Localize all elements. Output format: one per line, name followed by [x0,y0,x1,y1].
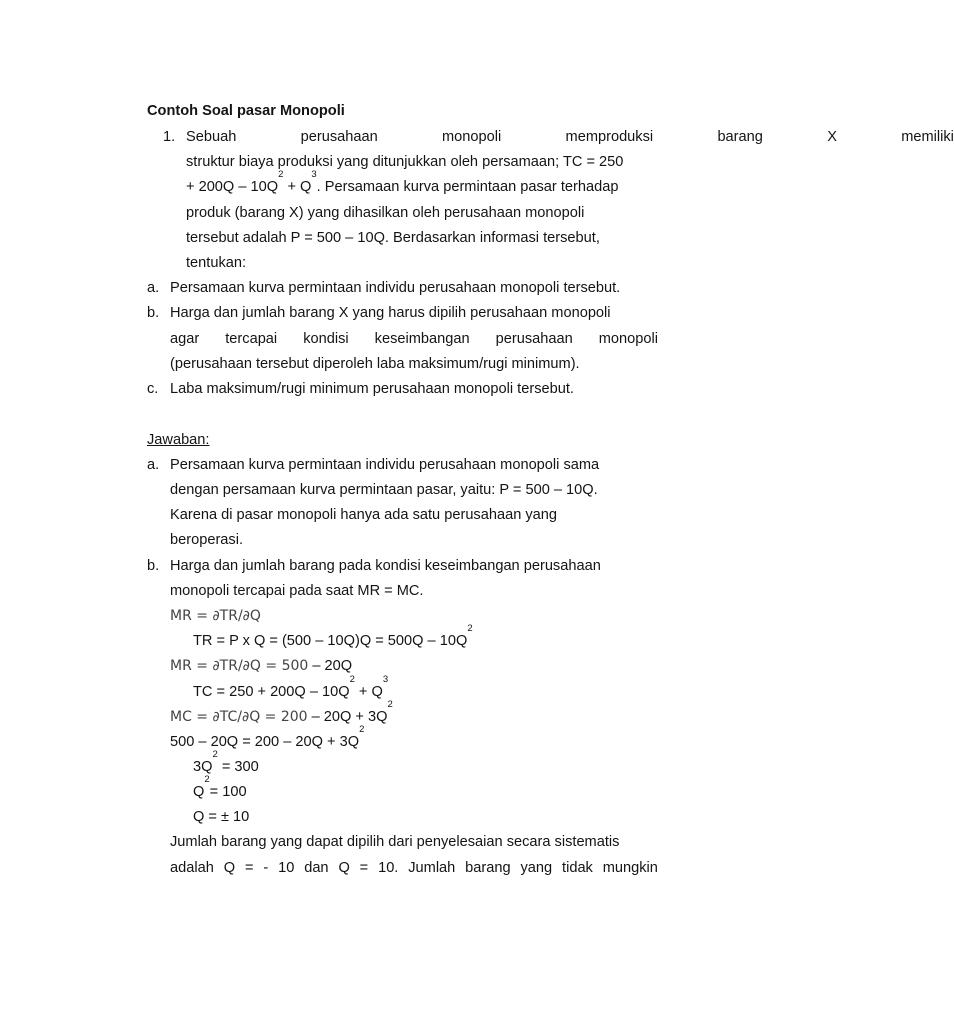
answer-b-marker: b. [147,558,160,574]
question-line-5: tersebut adalah P = 500 – 10Q. Berdasarkan informasi tersebut, [186,230,600,246]
word: barang [717,129,763,145]
word: Q [223,860,236,876]
word: memiliki [901,129,954,145]
equation-3q2-lhs: 3Q [193,759,213,775]
word: 10. [378,860,399,876]
answer-b-line-1: Harga dan jumlah barang pada kondisi keseimbangan perusahaan [170,558,601,574]
word: 10 [278,860,295,876]
answer-a-line-1: Persamaan kurva permintaan individu perusahaan monopoli sama [170,457,600,473]
word: yang [520,860,553,876]
equation-mr-definition: MR = ∂TR/∂Q [170,608,261,624]
question-line-4: produk (barang X) yang dihasilkan oleh perusahaan monopoli [186,205,585,221]
question-line-3-a: + 200Q – 10Q [186,179,279,195]
word: barang [465,860,511,876]
question-line-3-c: . Persamaan kurva permintaan pasar terhadap [316,179,619,195]
item-a-text: Persamaan kurva permintaan individu perusahaan monopoli tersebut. [170,280,621,296]
superscript: 3 [382,674,389,685]
word: Jumlah [408,860,456,876]
word: dan [304,860,329,876]
answer-heading: Jawaban: [147,432,210,448]
word: adalah [170,860,214,876]
word: Q [338,860,350,876]
equation-mr-derivative: MR = ∂TR/∂Q = 500 [170,658,309,674]
item-b-line-2 [170,330,658,348]
item-c-marker: c. [147,381,159,397]
word: memproduksi [565,129,654,145]
superscript: 3 [311,169,317,180]
word: monopoli [598,331,658,347]
superscript: 2 [204,774,210,785]
equation-mc-result: – 20Q + 3Q [307,709,388,725]
superscript: 2 [359,724,365,735]
equation-q2-lhs: Q [193,784,205,800]
word: agar [170,331,200,347]
equation-mr-equals-mc-text: 500 – 20Q = 200 – 20Q + 3Q [170,734,360,750]
equation-mr-equals-mc [170,724,365,751]
word: = [244,860,254,876]
word: = [359,860,369,876]
equation-tc-text-b: + Q [354,684,383,700]
answer-a-marker: a. [147,457,160,473]
equation-mr [170,657,352,675]
item-b-marker: b. [147,305,160,321]
equation-tr-text: TR = P x Q = (500 – 10Q)Q = 500Q – 10Q [193,633,468,649]
question-line-3-b: + Q [283,179,312,195]
answer-a-line-4: beroperasi. [170,532,244,548]
superscript: 2 [387,699,393,710]
word: perusahaan [495,331,573,347]
word: perusahaan [300,129,378,145]
equation-3q2-rhs: = 300 [217,759,259,775]
equation-mc-derivative: MC = ∂TC/∂Q = 200 [170,709,308,725]
word: monopoli [442,129,502,145]
word: - [263,860,269,876]
question-line-2: struktur biaya produksi yang ditunjukkan oleh persamaan; TC = 250 [186,154,624,170]
equation-tc [193,674,389,701]
equation-3q2 [193,749,259,776]
item-b-line-1: Harga dan jumlah barang X yang harus dipilih perusahaan monopoli [170,305,611,321]
equation-q2 [193,774,247,801]
word: mungkin [602,860,658,876]
conclusion-line-1: Jumlah barang yang dapat dipilih dari penyelesaian secara sistematis [170,834,620,850]
word: tercapai [225,331,278,347]
superscript: 2 [212,749,218,760]
question-number: 1. [163,129,176,145]
question-line-3 [186,169,619,196]
word: X [827,129,837,145]
item-a-marker: a. [147,280,160,296]
superscript: 2 [349,674,355,685]
question-line-1 [186,128,954,146]
page-title: Contoh Soal pasar Monopoli [147,103,345,119]
item-c-text: Laba maksimum/rugi minimum perusahaan monopoli tersebut. [170,381,574,397]
item-b-line-2-words [170,330,658,348]
word: tidak [562,860,593,876]
item-b-line-3: (perusahaan tersebut diperoleh laba maksimum/rugi minimum). [170,356,580,372]
equation-q2-rhs: = 100 [209,784,247,800]
word: Sebuah [186,129,237,145]
equation-q: Q = ± 10 [193,809,250,825]
question-line-6: tentukan: [186,255,247,271]
answer-a-line-2: dengan persamaan kurva permintaan pasar, yaitu: P = 500 – 10Q. [170,482,598,498]
equation-mr-result: – 20Q [308,658,353,674]
equation-tc-text: TC = 250 + 200Q – 10Q [193,684,350,700]
word: kondisi [303,331,349,347]
superscript: 2 [467,623,473,634]
equation-tr [193,623,473,650]
superscript: 2 [278,169,284,180]
conclusion-line-2-words [170,859,658,877]
answer-a-line-3: Karena di pasar monopoli hanya ada satu perusahaan yang [170,507,558,523]
word: keseimbangan [374,331,470,347]
answer-b-line-2: monopoli tercapai pada saat MR = MC. [170,583,424,599]
conclusion-line-2 [170,859,658,877]
